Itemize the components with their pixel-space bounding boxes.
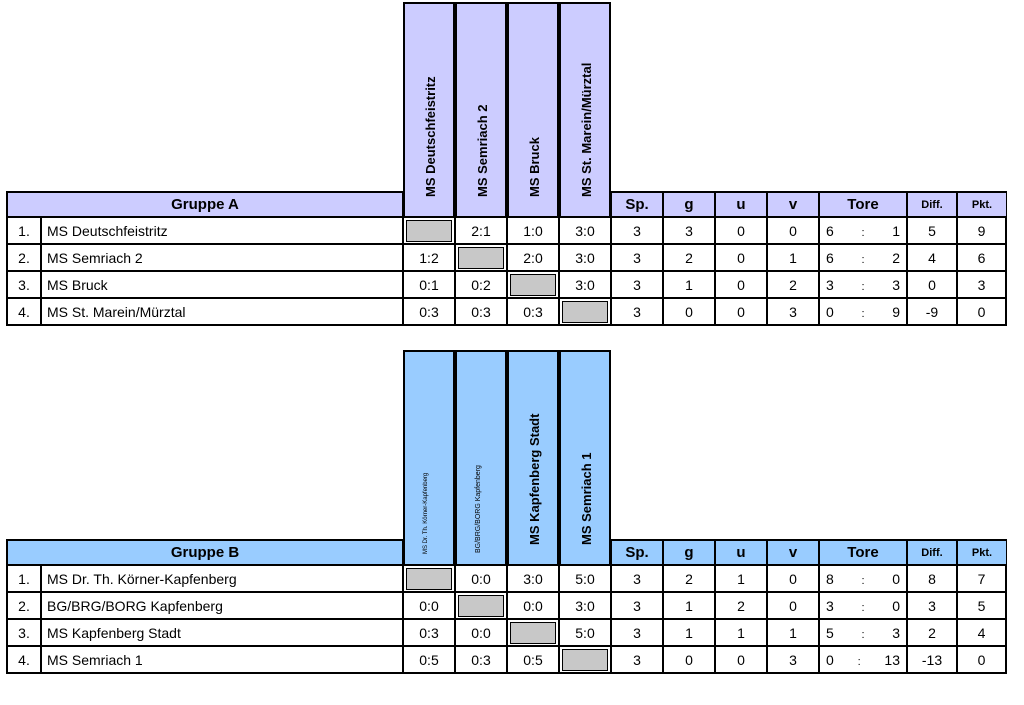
column-v: v bbox=[767, 191, 819, 217]
stat-v: 3 bbox=[767, 646, 819, 673]
group-title: Gruppe B bbox=[6, 539, 403, 565]
column-v: v bbox=[767, 539, 819, 565]
goals-for: 3 bbox=[826, 597, 834, 614]
result-cell: 3:0 bbox=[507, 565, 559, 592]
result-cell: 5:0 bbox=[559, 619, 611, 646]
result-cell: 1:2 bbox=[403, 244, 455, 271]
column-g: g bbox=[663, 539, 715, 565]
group-title: Gruppe A bbox=[6, 191, 403, 217]
team-name: MS Semriach 1 bbox=[41, 646, 403, 673]
result-cell: 0:3 bbox=[403, 619, 455, 646]
result-cell-empty bbox=[455, 592, 507, 619]
goals-against: 3 bbox=[892, 624, 900, 641]
stat-u: 2 bbox=[715, 592, 767, 619]
rank-cell: 2. bbox=[6, 592, 41, 619]
result-cell: 3:0 bbox=[559, 217, 611, 244]
result-cell: 0:0 bbox=[455, 565, 507, 592]
stat-diff: 5 bbox=[907, 217, 957, 244]
goals-cell bbox=[819, 244, 907, 271]
stat-pkt: 5 bbox=[957, 592, 1007, 619]
result-cell: 1:0 bbox=[507, 217, 559, 244]
team-name: BG/BRG/BORG Kapfenberg bbox=[41, 592, 403, 619]
stat-g: 0 bbox=[663, 298, 715, 325]
stat-g: 2 bbox=[663, 565, 715, 592]
goals-against: 2 bbox=[892, 249, 900, 266]
goals-separator: : bbox=[861, 280, 865, 293]
result-cell: 2:1 bbox=[455, 217, 507, 244]
column-tore: Tore bbox=[819, 539, 907, 565]
column-header-4: MS Semriach 1 bbox=[559, 350, 611, 565]
result-cell-empty bbox=[559, 646, 611, 673]
stat-u: 0 bbox=[715, 271, 767, 298]
goals-cell bbox=[819, 646, 907, 673]
result-cell: 0:3 bbox=[403, 298, 455, 325]
result-cell: 0:3 bbox=[455, 646, 507, 673]
column-header-3: MS Bruck bbox=[507, 2, 559, 217]
stat-diff: 0 bbox=[907, 271, 957, 298]
stat-diff: 8 bbox=[907, 565, 957, 592]
goals-against: 0 bbox=[892, 570, 900, 587]
column-header-1: MS Deutschfeistritz bbox=[403, 2, 455, 217]
rank-cell: 3. bbox=[6, 271, 41, 298]
stat-v: 0 bbox=[767, 565, 819, 592]
goals-separator: : bbox=[861, 601, 865, 614]
column-sp: Sp. bbox=[611, 539, 663, 565]
stat-g: 0 bbox=[663, 646, 715, 673]
goals-cell bbox=[819, 592, 907, 619]
stat-u: 0 bbox=[715, 646, 767, 673]
stat-g: 3 bbox=[663, 217, 715, 244]
rank-cell: 1. bbox=[6, 217, 41, 244]
goals-cell bbox=[819, 298, 907, 325]
goals-separator: : bbox=[857, 655, 861, 668]
stat-diff: -13 bbox=[907, 646, 957, 673]
column-header-1: MS Dr. Th. Körner-Kapfenberg bbox=[403, 350, 455, 565]
column-header-2: BG/BRG/BORG Kapfenberg bbox=[455, 350, 507, 565]
result-cell: 0:3 bbox=[455, 298, 507, 325]
result-cell: 3:0 bbox=[559, 592, 611, 619]
goals-cell bbox=[819, 619, 907, 646]
stat-v: 1 bbox=[767, 619, 819, 646]
stat-sp: 3 bbox=[611, 565, 663, 592]
stat-v: 1 bbox=[767, 244, 819, 271]
stat-v: 3 bbox=[767, 298, 819, 325]
stat-sp: 3 bbox=[611, 619, 663, 646]
team-name: MS St. Marein/Mürztal bbox=[41, 298, 403, 325]
result-cell: 0:2 bbox=[455, 271, 507, 298]
rank-cell: 3. bbox=[6, 619, 41, 646]
goals-separator: : bbox=[861, 628, 865, 641]
column-tore: Tore bbox=[819, 191, 907, 217]
result-cell-empty bbox=[507, 619, 559, 646]
stat-diff: 3 bbox=[907, 592, 957, 619]
stat-pkt: 6 bbox=[957, 244, 1007, 271]
goals-separator: : bbox=[861, 307, 865, 320]
team-name: MS Dr. Th. Körner-Kapfenberg bbox=[41, 565, 403, 592]
goals-separator: : bbox=[861, 253, 865, 266]
stat-diff: -9 bbox=[907, 298, 957, 325]
rank-cell: 2. bbox=[6, 244, 41, 271]
stat-u: 1 bbox=[715, 619, 767, 646]
stat-v: 2 bbox=[767, 271, 819, 298]
result-cell: 0:5 bbox=[507, 646, 559, 673]
stat-sp: 3 bbox=[611, 271, 663, 298]
column-diff: Diff. bbox=[907, 539, 957, 565]
column-u: u bbox=[715, 191, 767, 217]
goals-cell bbox=[819, 217, 907, 244]
goals-for: 0 bbox=[826, 303, 834, 320]
stat-pkt: 3 bbox=[957, 271, 1007, 298]
goals-against: 3 bbox=[892, 276, 900, 293]
result-cell: 0:3 bbox=[507, 298, 559, 325]
column-sp: Sp. bbox=[611, 191, 663, 217]
rank-cell: 1. bbox=[6, 565, 41, 592]
table-bottom-border bbox=[6, 672, 1007, 674]
stat-u: 1 bbox=[715, 565, 767, 592]
column-header-4: MS St. Marein/Mürztal bbox=[559, 2, 611, 217]
rank-cell: 4. bbox=[6, 646, 41, 673]
stat-pkt: 7 bbox=[957, 565, 1007, 592]
result-cell-empty bbox=[559, 298, 611, 325]
stat-sp: 3 bbox=[611, 646, 663, 673]
stat-g: 1 bbox=[663, 619, 715, 646]
goals-for: 8 bbox=[826, 570, 834, 587]
team-name: MS Kapfenberg Stadt bbox=[41, 619, 403, 646]
stat-g: 1 bbox=[663, 271, 715, 298]
result-cell: 0:5 bbox=[403, 646, 455, 673]
goals-against: 0 bbox=[892, 597, 900, 614]
goals-for: 0 bbox=[826, 651, 834, 668]
result-cell: 3:0 bbox=[559, 271, 611, 298]
goals-against: 9 bbox=[892, 303, 900, 320]
stat-v: 0 bbox=[767, 217, 819, 244]
column-u: u bbox=[715, 539, 767, 565]
goals-cell bbox=[819, 271, 907, 298]
column-pkt: Pkt. bbox=[957, 191, 1007, 217]
goals-for: 3 bbox=[826, 276, 834, 293]
column-header-3: MS Kapfenberg Stadt bbox=[507, 350, 559, 565]
result-cell-empty bbox=[403, 565, 455, 592]
goals-for: 6 bbox=[826, 249, 834, 266]
rank-cell: 4. bbox=[6, 298, 41, 325]
column-pkt: Pkt. bbox=[957, 539, 1007, 565]
stat-pkt: 4 bbox=[957, 619, 1007, 646]
result-cell: 2:0 bbox=[507, 244, 559, 271]
result-cell-empty bbox=[403, 217, 455, 244]
team-name: MS Deutschfeistritz bbox=[41, 217, 403, 244]
stat-g: 1 bbox=[663, 592, 715, 619]
team-name: MS Semriach 2 bbox=[41, 244, 403, 271]
goals-for: 5 bbox=[826, 624, 834, 641]
stat-sp: 3 bbox=[611, 217, 663, 244]
goals-for: 6 bbox=[826, 222, 834, 239]
stat-pkt: 0 bbox=[957, 298, 1007, 325]
stat-pkt: 0 bbox=[957, 646, 1007, 673]
table-bottom-border bbox=[6, 324, 1007, 326]
stat-u: 0 bbox=[715, 217, 767, 244]
goals-cell bbox=[819, 565, 907, 592]
column-g: g bbox=[663, 191, 715, 217]
result-cell: 0:1 bbox=[403, 271, 455, 298]
stat-u: 0 bbox=[715, 244, 767, 271]
stat-pkt: 9 bbox=[957, 217, 1007, 244]
goals-against: 13 bbox=[884, 651, 900, 668]
column-diff: Diff. bbox=[907, 191, 957, 217]
team-name: MS Bruck bbox=[41, 271, 403, 298]
stat-sp: 3 bbox=[611, 592, 663, 619]
goals-separator: : bbox=[861, 226, 865, 239]
result-cell: 0:0 bbox=[507, 592, 559, 619]
stat-diff: 2 bbox=[907, 619, 957, 646]
goals-against: 1 bbox=[892, 222, 900, 239]
stat-diff: 4 bbox=[907, 244, 957, 271]
result-cell-empty bbox=[507, 271, 559, 298]
result-cell: 5:0 bbox=[559, 565, 611, 592]
stat-g: 2 bbox=[663, 244, 715, 271]
result-cell: 0:0 bbox=[455, 619, 507, 646]
stat-u: 0 bbox=[715, 298, 767, 325]
stat-sp: 3 bbox=[611, 298, 663, 325]
column-header-2: MS Semriach 2 bbox=[455, 2, 507, 217]
goals-separator: : bbox=[861, 574, 865, 587]
result-cell-empty bbox=[455, 244, 507, 271]
result-cell: 0:0 bbox=[403, 592, 455, 619]
result-cell: 3:0 bbox=[559, 244, 611, 271]
stat-sp: 3 bbox=[611, 244, 663, 271]
stat-v: 0 bbox=[767, 592, 819, 619]
